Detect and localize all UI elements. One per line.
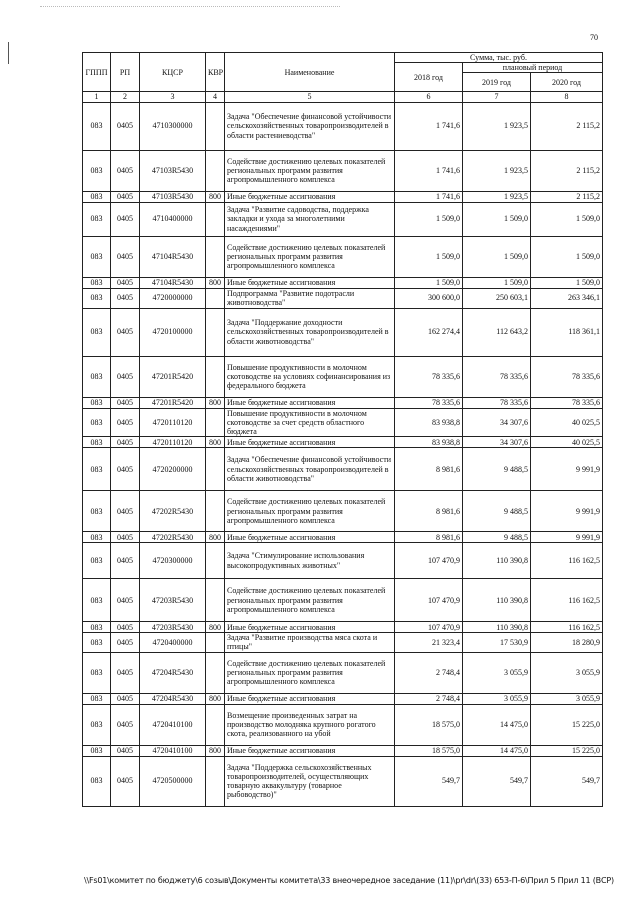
table-row (83, 491, 603, 532)
header-sum: Сумма, тыс. руб. (395, 53, 603, 63)
column-index-row (83, 92, 603, 102)
cell-kcsr: 4720300000 (140, 543, 206, 579)
cell-rp: 0405 (111, 437, 140, 448)
cell-kcsr: 4720500000 (140, 756, 206, 806)
table-row (83, 745, 603, 756)
cell-gp: 083 (83, 491, 111, 532)
cell-2018: 2 748,4 (395, 693, 463, 704)
cell-2018: 107 470,9 (395, 579, 463, 622)
cell-name: Повышение продуктивности в молочном скотоводстве на условиях софинансирования из федерального бюджета (225, 356, 395, 397)
header-name: Наименование (225, 53, 395, 92)
cell-kvr: 800 (206, 397, 225, 408)
cell-2020: 15 225,0 (531, 745, 603, 756)
cell-2019: 1 923,5 (463, 102, 531, 150)
cell-2020: 18 280,9 (531, 633, 603, 652)
cell-2019: 3 055,9 (463, 693, 531, 704)
cell-2020: 78 335,6 (531, 356, 603, 397)
header-kcsr: КЦСР (140, 53, 206, 92)
cell-gp: 083 (83, 191, 111, 202)
cell-gp: 083 (83, 202, 111, 236)
cell-2019: 9 488,5 (463, 532, 531, 543)
table-row (83, 191, 603, 202)
cell-kcsr: 4720110120 (140, 408, 206, 437)
cell-2019: 110 390,8 (463, 622, 531, 633)
cell-kcsr: 47104R5430 (140, 236, 206, 277)
cell-2020: 116 162,5 (531, 579, 603, 622)
cell-2019: 1 509,0 (463, 277, 531, 288)
cell-2018: 2 748,4 (395, 652, 463, 693)
cell-name: Иные бюджетные ассигнования (225, 532, 395, 543)
cell-2018: 8 981,6 (395, 532, 463, 543)
cell-2020: 9 991,9 (531, 448, 603, 491)
cell-name: Содействие достижению целевых показателей региональных программ развития агропромышленного комплекса (225, 150, 395, 191)
header-rp: РП (111, 53, 140, 92)
cell-2018: 78 335,6 (395, 356, 463, 397)
cell-kcsr: 4710300000 (140, 102, 206, 150)
cell-kcsr: 4720400000 (140, 633, 206, 652)
col-index: 6 (395, 92, 463, 102)
cell-kvr (206, 491, 225, 532)
cell-kvr (206, 202, 225, 236)
cell-name: Задача "Обеспечение финансовой устойчивости сельскохозяйственных товаропроизводителей в области растениеводства" (225, 102, 395, 150)
cell-2018: 300 600,0 (395, 288, 463, 308)
cell-rp: 0405 (111, 150, 140, 191)
cell-name: Иные бюджетные ассигнования (225, 745, 395, 756)
header-2019: 2019 год (463, 73, 531, 92)
cell-2019: 3 055,9 (463, 652, 531, 693)
cell-gp: 083 (83, 633, 111, 652)
cell-rp: 0405 (111, 408, 140, 437)
cell-2018: 1 741,6 (395, 191, 463, 202)
cell-kvr: 800 (206, 622, 225, 633)
cell-name: Задача "Поддержка сельскохозяйственных товаропроизводителей, осуществляющих товарную аквакультуру (товарное рыбоводство)" (225, 756, 395, 806)
scan-margin-mark (8, 42, 9, 64)
table-row (83, 448, 603, 491)
cell-gp: 083 (83, 543, 111, 579)
cell-gp: 083 (83, 288, 111, 308)
cell-rp: 0405 (111, 579, 140, 622)
header-kvr: КВР (206, 53, 225, 92)
cell-kcsr: 47104R5430 (140, 277, 206, 288)
cell-name: Содействие достижению целевых показателей региональных программ развития агропромышленного комплекса (225, 652, 395, 693)
cell-2020: 3 055,9 (531, 693, 603, 704)
table-row (83, 308, 603, 356)
cell-kcsr: 47204R5430 (140, 693, 206, 704)
table-row (83, 150, 603, 191)
cell-kcsr: 47202R5430 (140, 532, 206, 543)
cell-2018: 1 741,6 (395, 102, 463, 150)
header-2020: 2020 год (531, 73, 603, 92)
cell-2019: 1 509,0 (463, 236, 531, 277)
cell-gp: 083 (83, 704, 111, 745)
cell-2018: 18 575,0 (395, 704, 463, 745)
cell-gp: 083 (83, 437, 111, 448)
cell-gp: 083 (83, 308, 111, 356)
table-row (83, 356, 603, 397)
cell-rp: 0405 (111, 633, 140, 652)
cell-name: Задача "Развитие садоводства, поддержка закладки и ухода за многолетними насаждениями" (225, 202, 395, 236)
cell-gp: 083 (83, 652, 111, 693)
cell-kcsr: 47203R5430 (140, 622, 206, 633)
cell-2020: 3 055,9 (531, 652, 603, 693)
cell-name: Содействие достижению целевых показателей региональных программ развития агропромышленного комплекса (225, 579, 395, 622)
cell-kvr (206, 356, 225, 397)
table-row (83, 236, 603, 277)
cell-kvr: 800 (206, 277, 225, 288)
cell-2018: 21 323,4 (395, 633, 463, 652)
cell-kvr (206, 652, 225, 693)
cell-gp: 083 (83, 356, 111, 397)
cell-kcsr: 47201R5420 (140, 356, 206, 397)
cell-name: Подпрограмма "Развитие подотрасли животноводства" (225, 288, 395, 308)
cell-2018: 549,7 (395, 756, 463, 806)
cell-rp: 0405 (111, 693, 140, 704)
cell-kcsr: 47203R5430 (140, 579, 206, 622)
cell-name: Задача "Стимулирование использования высокопродуктивных животных" (225, 543, 395, 579)
col-index: 4 (206, 92, 225, 102)
cell-rp: 0405 (111, 356, 140, 397)
cell-kcsr: 47103R5430 (140, 150, 206, 191)
cell-2018: 83 938,8 (395, 437, 463, 448)
cell-rp: 0405 (111, 756, 140, 806)
cell-2018: 1 741,6 (395, 150, 463, 191)
cell-kcsr: 47202R5430 (140, 491, 206, 532)
cell-kvr (206, 756, 225, 806)
cell-rp: 0405 (111, 397, 140, 408)
cell-2018: 1 509,0 (395, 236, 463, 277)
cell-rp: 0405 (111, 202, 140, 236)
cell-kvr: 800 (206, 745, 225, 756)
table-row (83, 437, 603, 448)
cell-kcsr: 47201R5420 (140, 397, 206, 408)
cell-2019: 34 307,6 (463, 437, 531, 448)
cell-kvr (206, 150, 225, 191)
cell-2019: 1 509,0 (463, 202, 531, 236)
table-row (83, 579, 603, 622)
cell-rp: 0405 (111, 652, 140, 693)
cell-kvr (206, 543, 225, 579)
col-index: 7 (463, 92, 531, 102)
cell-2020: 9 991,9 (531, 491, 603, 532)
cell-kvr (206, 579, 225, 622)
table-row (83, 277, 603, 288)
cell-rp: 0405 (111, 277, 140, 288)
cell-kvr: 800 (206, 693, 225, 704)
cell-kvr (206, 448, 225, 491)
cell-gp: 083 (83, 756, 111, 806)
cell-rp: 0405 (111, 288, 140, 308)
cell-rp: 0405 (111, 745, 140, 756)
cell-kcsr: 4720110120 (140, 437, 206, 448)
col-index: 5 (225, 92, 395, 102)
cell-gp: 083 (83, 102, 111, 150)
cell-2019: 9 488,5 (463, 491, 531, 532)
cell-kvr: 800 (206, 437, 225, 448)
cell-kvr (206, 236, 225, 277)
cell-2018: 1 509,0 (395, 202, 463, 236)
cell-2020: 263 346,1 (531, 288, 603, 308)
cell-rp: 0405 (111, 543, 140, 579)
cell-2018: 8 981,6 (395, 491, 463, 532)
cell-gp: 083 (83, 448, 111, 491)
cell-2019: 112 643,2 (463, 308, 531, 356)
table-row (83, 652, 603, 693)
cell-2019: 34 307,6 (463, 408, 531, 437)
cell-name: Повышение продуктивности в молочном скотоводстве за счет средств областного бюджета (225, 408, 395, 437)
cell-rp: 0405 (111, 491, 140, 532)
cell-2019: 1 923,5 (463, 150, 531, 191)
cell-kcsr: 4710400000 (140, 202, 206, 236)
cell-kvr (206, 308, 225, 356)
table-row (83, 202, 603, 236)
cell-rp: 0405 (111, 448, 140, 491)
col-index: 3 (140, 92, 206, 102)
cell-kvr (206, 102, 225, 150)
cell-2019: 14 475,0 (463, 704, 531, 745)
col-index: 2 (111, 92, 140, 102)
cell-rp: 0405 (111, 704, 140, 745)
cell-2020: 2 115,2 (531, 150, 603, 191)
table-row (83, 693, 603, 704)
cell-name: Иные бюджетные ассигнования (225, 693, 395, 704)
cell-2020: 1 509,0 (531, 277, 603, 288)
cell-name: Иные бюджетные ассигнования (225, 191, 395, 202)
table-row (83, 408, 603, 437)
cell-2018: 83 938,8 (395, 408, 463, 437)
cell-2020: 549,7 (531, 756, 603, 806)
cell-2020: 9 991,9 (531, 532, 603, 543)
cell-2018: 8 981,6 (395, 448, 463, 491)
cell-kvr (206, 288, 225, 308)
cell-2019: 78 335,6 (463, 356, 531, 397)
cell-2020: 1 509,0 (531, 236, 603, 277)
cell-2020: 40 025,5 (531, 408, 603, 437)
cell-gp: 083 (83, 277, 111, 288)
cell-name: Иные бюджетные ассигнования (225, 277, 395, 288)
cell-kvr (206, 633, 225, 652)
table-row (83, 543, 603, 579)
cell-kcsr: 4720000000 (140, 288, 206, 308)
cell-2019: 14 475,0 (463, 745, 531, 756)
cell-gp: 083 (83, 579, 111, 622)
cell-kvr: 800 (206, 532, 225, 543)
cell-kcsr: 4720100000 (140, 308, 206, 356)
cell-2020: 40 025,5 (531, 437, 603, 448)
cell-2018: 162 274,4 (395, 308, 463, 356)
cell-2020: 118 361,1 (531, 308, 603, 356)
cell-name: Содействие достижению целевых показателей региональных программ развития агропромышленного комплекса (225, 236, 395, 277)
header-gp: ГППП (83, 53, 111, 92)
cell-rp: 0405 (111, 308, 140, 356)
table-row (83, 633, 603, 652)
cell-2020: 116 162,5 (531, 622, 603, 633)
cell-name: Иные бюджетные ассигнования (225, 437, 395, 448)
cell-kcsr: 47103R5430 (140, 191, 206, 202)
cell-gp: 083 (83, 622, 111, 633)
cell-gp: 083 (83, 408, 111, 437)
cell-2019: 549,7 (463, 756, 531, 806)
table-row (83, 397, 603, 408)
cell-kvr (206, 704, 225, 745)
cell-2018: 78 335,6 (395, 397, 463, 408)
cell-gp: 083 (83, 693, 111, 704)
table-row (83, 102, 603, 150)
cell-2018: 107 470,9 (395, 543, 463, 579)
cell-gp: 083 (83, 532, 111, 543)
cell-2019: 78 335,6 (463, 397, 531, 408)
cell-kcsr: 4720200000 (140, 448, 206, 491)
cell-2018: 107 470,9 (395, 622, 463, 633)
cell-kvr: 800 (206, 191, 225, 202)
cell-rp: 0405 (111, 532, 140, 543)
cell-2020: 2 115,2 (531, 102, 603, 150)
table-row (83, 756, 603, 806)
cell-rp: 0405 (111, 102, 140, 150)
col-index: 8 (531, 92, 603, 102)
budget-table (82, 52, 603, 807)
cell-2020: 116 162,5 (531, 543, 603, 579)
cell-2019: 250 603,1 (463, 288, 531, 308)
header-2018: 2018 год (395, 63, 463, 92)
cell-2019: 110 390,8 (463, 543, 531, 579)
footer-file-path: \\Fs01\комитет по бюджету\6 созыв\Документы комитета\33 внеочередное заседание (11)\pr\dr\(33) 653-П-6\Прил 5 Прил 11 (ВСР) (84, 876, 614, 885)
cell-name: Содействие достижению целевых показателей региональных программ развития агропромышленного комплекса (225, 491, 395, 532)
header-planned-period: плановый период (463, 63, 603, 73)
cell-kvr (206, 408, 225, 437)
cell-gp: 083 (83, 150, 111, 191)
cell-kcsr: 4720410100 (140, 704, 206, 745)
page-number: 70 (590, 33, 598, 42)
table-row (83, 532, 603, 543)
cell-rp: 0405 (111, 622, 140, 633)
cell-name: Задача "Поддержание доходности сельскохозяйственных товаропроизводителей в области животноводства" (225, 308, 395, 356)
cell-2018: 18 575,0 (395, 745, 463, 756)
table-row (83, 704, 603, 745)
cell-2020: 1 509,0 (531, 202, 603, 236)
cell-gp: 083 (83, 745, 111, 756)
cell-gp: 083 (83, 236, 111, 277)
cell-name: Иные бюджетные ассигнования (225, 622, 395, 633)
table-row (83, 622, 603, 633)
cell-name: Задача "Обеспечение финансовой устойчивости сельскохозяйственных товаропроизводителей в области животноводства" (225, 448, 395, 491)
cell-2020: 78 335,6 (531, 397, 603, 408)
cell-rp: 0405 (111, 191, 140, 202)
cell-name: Иные бюджетные ассигнования (225, 397, 395, 408)
cell-rp: 0405 (111, 236, 140, 277)
cell-2019: 17 530,9 (463, 633, 531, 652)
cell-2018: 1 509,0 (395, 277, 463, 288)
cell-2019: 1 923,5 (463, 191, 531, 202)
cell-kcsr: 4720410100 (140, 745, 206, 756)
cell-name: Задача "Развитие производства мяса скота и птицы" (225, 633, 395, 652)
cell-2020: 2 115,2 (531, 191, 603, 202)
col-index: 1 (83, 92, 111, 102)
table-row (83, 288, 603, 308)
scan-artifact-line (40, 6, 340, 8)
cell-gp: 083 (83, 397, 111, 408)
cell-2020: 15 225,0 (531, 704, 603, 745)
cell-kcsr: 47204R5430 (140, 652, 206, 693)
cell-2019: 9 488,5 (463, 448, 531, 491)
cell-2019: 110 390,8 (463, 579, 531, 622)
cell-name: Возмещение произведенных затрат на производство молодняка крупного рогатого скота, реализованного на убой (225, 704, 395, 745)
